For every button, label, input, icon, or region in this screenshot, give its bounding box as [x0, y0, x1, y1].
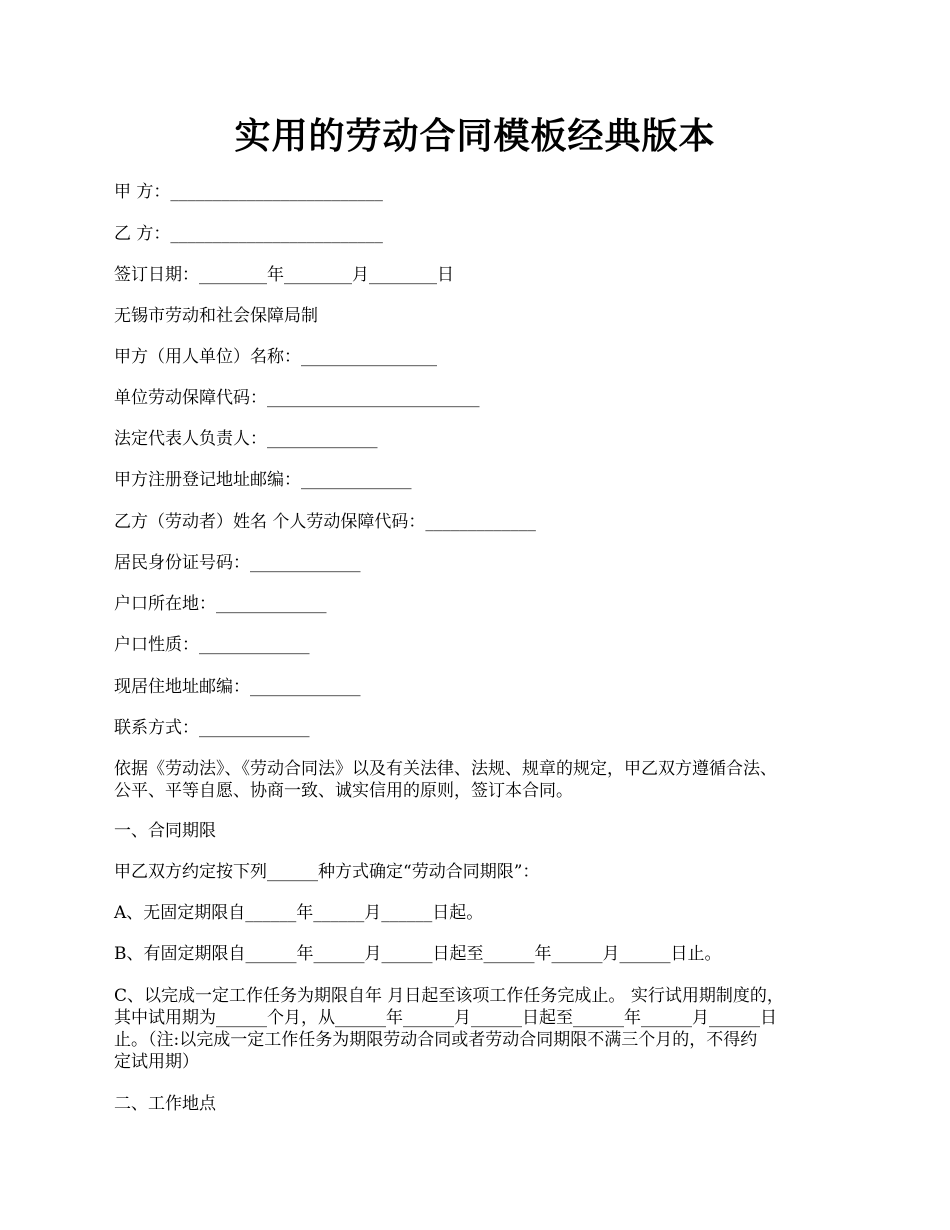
issuer-note: 无锡市劳动和社会保障局制 — [114, 306, 318, 326]
party-a-field: 甲 方：_________________________ — [114, 182, 383, 202]
option-a: A、无固定期限自______年______月______日起。 — [114, 903, 484, 923]
section-1-heading: 一、合同期限 — [114, 821, 216, 841]
option-b: B、有固定期限自______年______月______日起至______年______月______日止。 — [114, 944, 722, 964]
legal-representative-field: 法定代表人负责人：_____________ — [114, 429, 378, 449]
employer-address-field: 甲方注册登记地址邮编：_____________ — [114, 470, 412, 490]
current-address-field: 现居住地址邮编：_____________ — [114, 677, 361, 697]
document-title: 实用的劳动合同模板经典版本 — [234, 116, 716, 157]
id-number-field: 居民身份证号码：_____________ — [114, 553, 361, 573]
hukou-location-field: 户口所在地：_____________ — [114, 594, 327, 614]
option-c: C、以完成一定工作任务为期限自年 月日起至该项工作任务完成止。 实行试用期制度的， 其中试用期为______个月，从______年______月______日起至______年______月______日 止。（注:以完成一定工作任务为期限劳动合同或者劳动合同期限不满三个月的，不得约 定试用期） — [114, 986, 784, 1072]
employer-code-field: 单位劳动保障代码：_________________________ — [114, 388, 480, 408]
signing-date-field: 签订日期：________年________月________日 — [114, 265, 454, 285]
employer-name-field: 甲方（用人单位）名称：________________ — [114, 347, 437, 367]
section-1-line: 甲乙双方约定按下列______种方式确定“劳动合同期限”： — [114, 862, 540, 882]
intro-paragraph: 依据《劳动法》、《劳动合同法》以及有关法律、法规、规章的规定，甲乙双方遵循合法、 公平、平等自愿、协商一致、诚实信用的原则，签订本合同。 — [114, 759, 777, 801]
employee-name-code-field: 乙方（劳动者）姓名 个人劳动保障代码：_____________ — [114, 512, 536, 532]
section-2-heading: 二、工作地点 — [114, 1094, 216, 1114]
hukou-type-field: 户口性质：_____________ — [114, 635, 310, 655]
contact-field: 联系方式：_____________ — [114, 718, 310, 738]
party-b-field: 乙 方：_________________________ — [114, 224, 383, 244]
